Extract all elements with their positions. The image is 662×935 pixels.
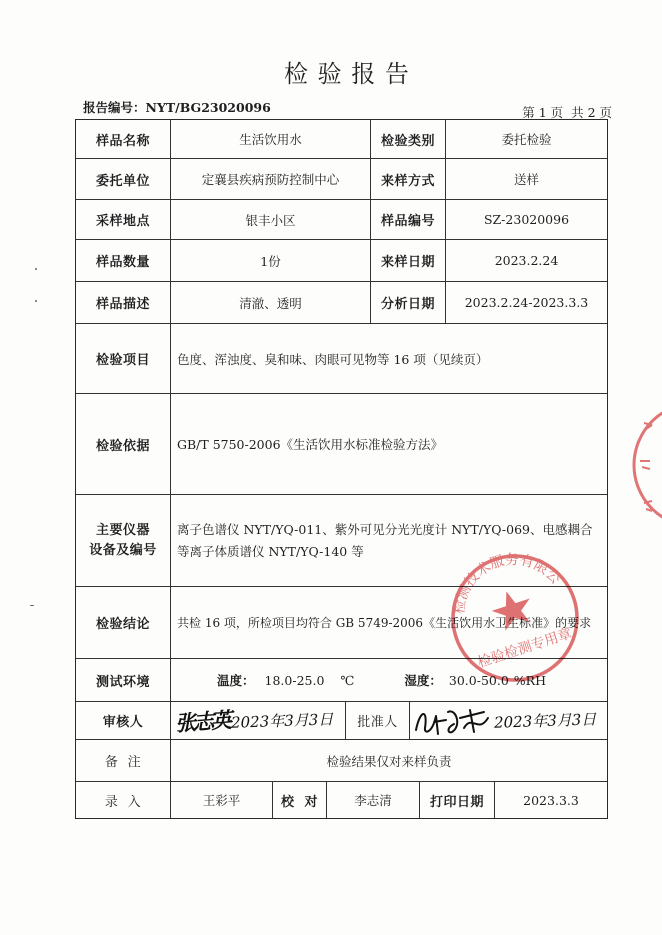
table-row [76,701,607,739]
value-remark: 检验结果仅对来样负责 [326,753,452,769]
label-sample-no: 样品编号 [371,200,446,239]
scan-speck [30,605,34,606]
temperature-label: 温度： [217,673,255,688]
value-description: 清澈、透明 [171,282,371,323]
label-test-type: 检验类别 [371,120,446,158]
seal-star-icon [487,585,536,633]
label-sample-name: 样品名称 [76,120,171,158]
table-row [76,158,607,199]
seal-arc-textpath: 检测技术服务有限公 [451,551,564,616]
reviewer-date: 2023年3月3日 [230,710,334,732]
label-client: 委托单位 [76,159,171,199]
label-remark: 备 注 [76,740,171,781]
value-quantity: 1份 [171,240,371,281]
value-sample-name: 生活饮用水 [171,120,371,158]
value-test-items: 色度、浑浊度、臭和味、肉眼可见物等 16 项（见续页） [177,351,489,367]
table-row [76,781,607,818]
label-delivery: 来样方式 [371,159,446,199]
value-print-date: 2023.3.3 [523,792,579,808]
page-indicator: 第 1 页 共 2 页 [522,105,612,120]
official-seal [440,550,590,690]
edge-seal-ring [634,403,662,527]
label-analysis-date: 分析日期 [371,282,446,323]
label-proofread: 校 对 [273,782,327,818]
reviewer-signature-cell [171,702,346,739]
humidity-value: 30.0-50.0 [448,672,509,688]
approver-date: 2023年3月3日 [493,710,597,732]
label-description: 样品描述 [76,282,171,323]
value-proofread-person: 李志清 [327,782,420,818]
scan-speck [35,268,37,270]
value-sample-no: SZ-23020096 [483,212,570,227]
report-title: 检 验 报 告 [284,60,410,88]
label-test-basis: 检验依据 [76,394,171,494]
value-receipt-date: 2023.2.24 [494,253,559,268]
value-analysis-date: 2023.2.24-2023.3.3 [464,295,589,310]
table-row [76,739,607,781]
value-delivery: 送样 [513,172,539,187]
temperature-unit: ℃ [340,672,355,688]
label-print-date: 打印日期 [420,782,495,818]
seal-center-text: 检验检测专用章 [475,625,574,672]
table-row [76,281,607,323]
value-test-basis: GB/T 5750-2006《生活饮用水标准检验方法》 [177,437,444,452]
label-entry: 录 入 [76,782,171,818]
value-test-type: 委托检验 [501,132,552,147]
scan-speck [35,300,37,302]
table-row [76,239,607,281]
report-number [83,98,271,116]
label-test-items: 检验项目 [76,324,171,393]
report-table [75,119,608,819]
label-equipment-line1: 主要仪器 [95,522,150,538]
label-reviewer: 审核人 [76,702,171,739]
reviewer-signature: 张志英 [174,706,230,736]
humidity-unit: %RH [513,672,546,688]
humidity-label: 湿度： [404,673,442,688]
label-equipment-line2: 设备及编号 [89,542,157,558]
approver-signature [412,704,492,738]
value-sampling-site: 银丰小区 [171,200,371,239]
label-environment: 测试环境 [76,659,171,701]
table-row [76,323,607,393]
label-approver: 批准人 [346,702,410,739]
temperature-value: 18.0-25.0 [264,672,325,688]
table-row [76,393,607,494]
label-sampling-site: 采样地点 [76,200,171,239]
report-number-label: 报告编号： [83,100,146,115]
value-conclusion: 共检 16 项，所检项目均符合 GB 5749-2006《生活饮用水卫生标准》的要求 [177,616,592,630]
edge-seal [618,395,662,535]
label-receipt-date: 来样日期 [371,240,446,281]
value-entry-person: 王彩平 [171,782,273,818]
report-number-value: NYT/BG23020096 [145,100,271,115]
seal-ring [440,550,590,690]
label-conclusion: 检验结论 [76,587,171,658]
table-row [76,120,607,158]
approver-signature-cell [410,702,607,739]
label-equipment [76,495,171,586]
table-row [76,199,607,239]
label-quantity: 样品数量 [76,240,171,281]
value-client: 定襄县疾病预防控制中心 [171,159,371,199]
value-equipment: 离子色谱仪 NYT/YQ-011、紫外可见分光光度计 NYT/YQ-069、电感耦合等离子体质谱仪 NYT/YQ-140 等 [177,521,593,559]
